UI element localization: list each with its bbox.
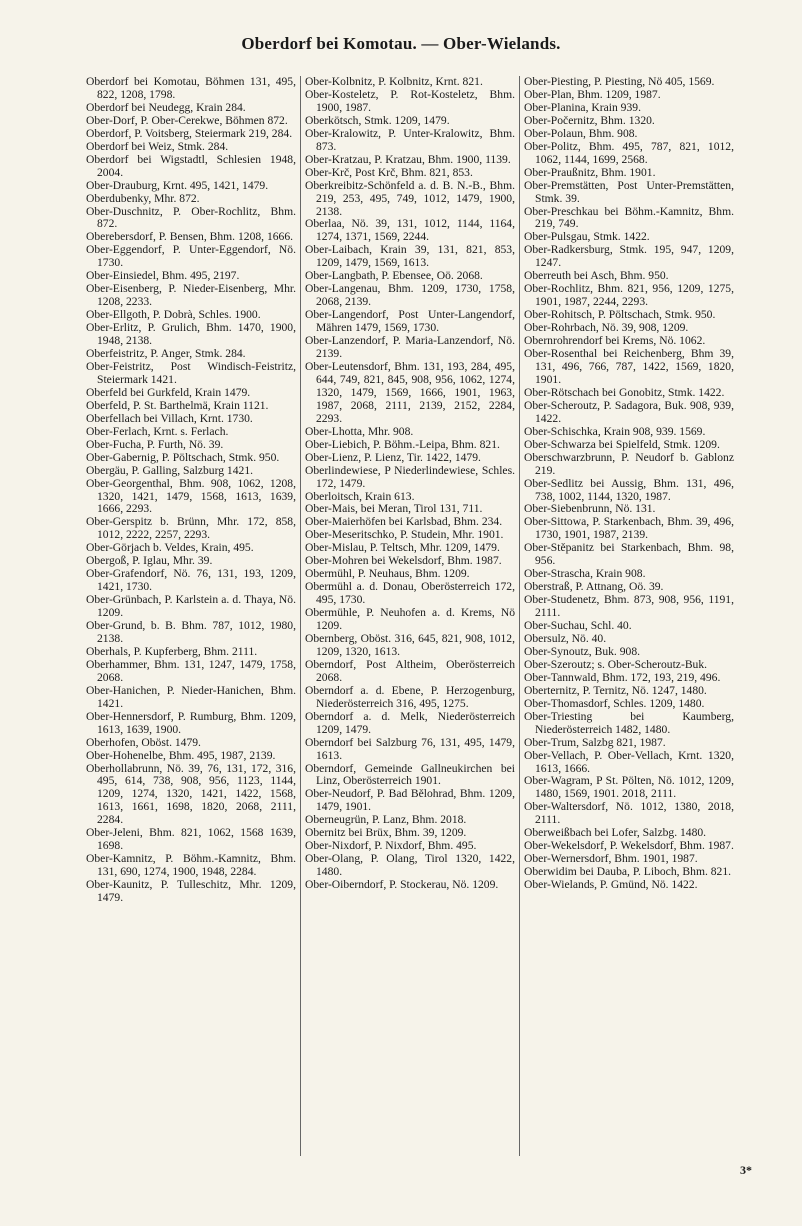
directory-entry: Obernrohrendorf bei Krems, Nö. 1062. [524,334,706,348]
directory-entry: Ober-Szeroutz; s. Ober-Scheroutz-Buk. [524,657,708,671]
directory-entry: Ober-Kaunitz, P. Tulleschitz, Mhr. 1209, 1479. [86,878,296,905]
directory-entry: Ober-Lanzendorf, P. Maria-Lanzendorf, Nö. 2139. [305,334,515,361]
directory-entry: Oberhals, P. Kupferberg, Bhm. 2111. [86,644,258,658]
column-3 [524,76,734,1156]
directory-entry: Ober-Synoutz, Buk. 908. [524,644,641,658]
directory-entry: Oberndorf bei Salzburg 76, 131, 495, 1479, 1613. [305,735,515,762]
directory-entry: Ober-Görjach b. Veldes, Krain, 495. [86,541,254,555]
directory-entry: Oberdorf, P. Voitsberg, Steiermark 219, 284. [86,126,293,140]
directory-entry: Ober-Kratzau, P. Kratzau, Bhm. 1900, 1139. [305,152,511,166]
column-1 [86,76,296,1156]
directory-entry: Oberreuth bei Asch, Bhm. 950. [524,269,669,283]
directory-entry: Ober-Rochlitz, Bhm. 821, 956, 1209, 1275, 1901, 1987, 2244, 2293. [524,282,734,309]
directory-entry: Oberfeld bei Gurkfeld, Krain 1479. [86,385,251,399]
column-divider [519,76,520,1156]
directory-entry: Ober-Radkersburg, Stmk. 195, 947, 1209, 1247. [524,243,734,270]
directory-entry: Ober-Wekelsdorf, P. Wekelsdorf, Bhm. 1987. [524,839,734,853]
directory-entry: Ober-Suchau, Schl. 40. [524,619,632,633]
directory-entry: Ober-Einsiedel, Bhm. 495, 2197. [86,269,240,283]
directory-entry: Ober-Jeleni, Bhm. 821, 1062, 1568 1639, 1698. [86,826,296,853]
directory-entry: Ober-Wielands, P. Gmünd, Nö. 1422. [524,878,698,892]
directory-entry: Ober-Hanichen, P. Nieder-Hanichen, Bhm. 1421. [86,683,296,710]
directory-entry: Ober-Grafendorf, Nö. 76, 131, 193, 1209, 1421, 1730. [86,567,296,594]
directory-entry: Oberfeld, P. St. Barthelmä, Krain 1121. [86,398,269,412]
directory-entry: Ober-Mohren bei Wekelsdorf, Bhm. 1987. [305,554,502,568]
directory-entry: Ober-Langendorf, Post Unter-Langendorf, Mähren 1479, 1569, 1730. [305,308,515,335]
directory-entry: Ober-Lienz, P. Lienz, Tir. 1422, 1479. [305,450,481,464]
directory-entry: Ober-Drauburg, Krnt. 495, 1421, 1479. [86,178,269,192]
directory-entry: Oberdorf bei Komotau, Böhmen 131, 495, 822, 1208, 1798. [86,76,296,101]
directory-entry: Oberfellach bei Villach, Krnt. 1730. [86,411,253,425]
directory-entry: Ober-Gabernig, P. Pöltschach, Stmk. 950. [86,450,280,464]
directory-entry: Ober-Sedlitz bei Aussig, Bhm. 131, 496, 738, 1002, 1144, 1320, 1987. [524,476,734,503]
directory-entry: Oberndorf, Post Altheim, Oberösterreich 2068. [305,657,515,684]
directory-entry: Ober-Schischka, Krain 908, 939. 1569. [524,424,706,438]
directory-entry: Obergäu, P. Galling, Salzburg 1421. [86,463,254,477]
directory-entry: Ober-Erlitz, P. Grulich, Bhm. 1470, 1900, 1948, 2138. [86,321,296,348]
directory-entry: Ober-Trum, Salzbg 821, 1987. [524,735,666,749]
directory-entry: Ober-Eisenberg, P. Nieder-Eisenberg, Mhr. 1208, 2233. [86,282,296,309]
directory-entry: Ober-Triesting bei Kaumberg, Niederösterreich 1482, 1480. [524,709,734,736]
directory-entry: Ober-Rohrbach, Nö. 39, 908, 1209. [524,321,689,335]
directory-entry: Oberlaa, Nö. 39, 131, 1012, 1144, 1164, 1274, 1371, 1569, 2244. [305,217,515,244]
directory-entry: Oberternitz, P. Ternitz, Nö. 1247, 1480. [524,683,707,697]
directory-entry: Oberloitsch, Krain 613. [305,489,415,503]
directory-entry: Ober-Gerspitz b. Brünn, Mhr. 172, 858, 1012, 2222, 2257, 2293. [86,515,296,542]
directory-entry: Oberkreibitz-Schönfeld a. d. B. N.-B., Bhm. 219, 253, 495, 749, 1012, 1479, 1900, 2138. [305,178,515,218]
directory-entry: Ober-Premstätten, Post Unter-Premstätten, Stmk. 39. [524,178,734,205]
directory-entry: Ober-Piesting, P. Piesting, Nö 405, 1569. [524,76,715,88]
directory-entry: Oberdubenky, Mhr. 872. [86,191,200,205]
directory-entry: Ober-Grünbach, P. Karlstein a. d. Thaya, Nö. 1209. [86,593,296,620]
directory-entry: Ober-Mislau, P. Teltsch, Mhr. 1209, 1479. [305,541,500,555]
column-divider [300,76,301,1156]
directory-entry: Ober-Feistritz, Post Windisch-Feistritz, Steiermark 1421. [86,359,296,386]
directory-entry: Ober-Oiberndorf, P. Stockerau, Nö. 1209. [305,878,499,892]
directory-entry: Ober-Maierhöfen bei Karlsbad, Bhm. 234. [305,515,503,529]
directory-entry: Ober-Leutensdorf, Bhm. 131, 193, 284, 495, 644, 749, 821, 845, 908, 956, 1062, 1274, 1320, 1479, 1569, 1666, 1901, 1963, 1987, 2068, 2111, 2139, 2152, 2284, 2293. [305,359,515,425]
directory-entry: Oberndorf a. d. Ebene, P. Herzogenburg, Niederösterreich 316, 495, 1275. [305,683,515,710]
directory-entry: Oberwidim bei Dauba, P. Liboch, Bhm. 821. [524,865,732,879]
directory-entry: Ober-Kralowitz, P. Unter-Kralowitz, Bhm. 873. [305,126,515,153]
directory-entry: Oberfeistritz, P. Anger, Stmk. 284. [86,347,246,361]
directory-entry: Oberlindewiese, P Niederlindewiese, Schles. 172, 1479. [305,463,515,490]
directory-entry: Ober-Eggendorf, P. Unter-Eggendorf, Nö. 1730. [86,243,296,270]
directory-entry: Obernitz bei Brüx, Bhm. 39, 1209. [305,826,467,840]
directory-entry: Ober-Politz, Bhm. 495, 787, 821, 1012, 1062, 1144, 1699, 2568. [524,139,734,166]
directory-entry: Ober-Vellach, P. Ober-Vellach, Krnt. 1320, 1613, 1666. [524,748,734,775]
directory-entry: Oberndorf a. d. Melk, Niederösterreich 1209, 1479. [305,709,515,736]
directory-entry: Ober-Praußnitz, Bhm. 1901. [524,165,656,179]
directory-entry: Oberstraß, P. Attnang, Oö. 39. [524,580,664,594]
directory-entry: Ober-Rosenthal bei Reichenberg, Bhm 39, 131, 496, 766, 787, 1422, 1569, 1820, 1901. [524,347,734,386]
directory-entry: Ober-Wagram, P St. Pölten, Nö. 1012, 1209, 1480, 1569, 1901. 2018, 2111. [524,774,734,801]
directory-entry: Ober-Planina, Krain 939. [524,100,641,114]
directory-entry: Obermühl a. d. Donau, Oberösterreich 172, 495, 1730. [305,580,515,607]
directory-entry: Oberweißbach bei Lofer, Salzbg. 1480. [524,826,707,840]
column-2 [305,76,515,1156]
directory-entry: Oberdorf bei Wigstadtl, Schlesien 1948, 2004. [86,152,296,179]
directory-entry: Oberndorf, Gemeinde Gallneukirchen bei Linz, Oberösterreich 1901. [305,761,515,788]
directory-entry: Ober-Dorf, P. Ober-Cerekwe, Böhmen 872. [86,113,288,127]
directory-entry: Ober-Mais, bei Meran, Tirol 131, 711. [305,502,483,516]
directory-entry: Ober-Studenetz, Bhm. 873, 908, 956, 1191, 2111. [524,593,734,620]
directory-entry: Ober-Langbath, P. Ebensee, Oö. 2068. [305,269,483,283]
directory-entry: Ober-Strascha, Krain 908. [524,567,646,581]
directory-entry: Ober-Duschnitz, P. Ober-Rochlitz, Bhm. 872. [86,204,296,231]
directory-columns [86,76,764,1156]
directory-entry: Ober-Georgenthal, Bhm. 908, 1062, 1208, 1320, 1421, 1479, 1568, 1613, 1639, 1666, 2293. [86,476,296,516]
directory-entry: Ober-Rohitsch, P. Pöltschach, Stmk. 950. [524,308,716,322]
directory-entry: Ober-Liebich, P. Böhm.-Leipa, Bhm. 821. [305,437,500,451]
directory-entry: Ober-Pulsgau, Stmk. 1422. [524,230,650,244]
directory-entry: Oberdorf bei Weiz, Stmk. 284. [86,139,229,153]
directory-entry: Oberhammer, Bhm. 131, 1247, 1479, 1758, 2068. [86,657,296,684]
signature-mark: 3* [740,1163,752,1177]
directory-entry: Obersulz, Nö. 40. [524,631,607,645]
directory-entry: Ober-Stěpanitz bei Starkenbach, Bhm. 98, 956. [524,541,734,568]
directory-entry: Obermühl, P. Neuhaus, Bhm. 1209. [305,567,470,581]
directory-entry: Ober-Hennersdorf, P. Rumburg, Bhm. 1209, 1613, 1639, 1900. [86,709,296,736]
directory-entry: Ober-Olang, P. Olang, Tirol 1320, 1422, 1480. [305,852,515,879]
directory-entry: Ober-Meseritschko, P. Studein, Mhr. 1901. [305,528,504,542]
directory-entry: Ober-Ferlach, Krnt. s. Ferlach. [86,424,229,438]
directory-entry: Ober-Neudorf, P. Bad Bělohrad, Bhm. 1209, 1479, 1901. [305,787,515,814]
directory-entry: Ober-Krč, Post Krč, Bhm. 821, 853. [305,165,473,179]
directory-entry: Ober-Hohenelbe, Bhm. 495, 1987, 2139. [86,748,276,762]
directory-entry: Ober-Scheroutz, P. Sadagora, Buk. 908, 939, 1422. [524,398,734,425]
directory-entry: Ober-Langenau, Bhm. 1209, 1730, 1758, 2068, 2139. [305,282,515,309]
directory-entry: Obermühle, P. Neuhofen a. d. Krems, Nö 1209. [305,606,515,633]
directory-entry: Ober-Laibach, Krain 39, 131, 821, 853, 1209, 1479, 1569, 1613. [305,243,515,270]
page-title: Oberdorf bei Komotau. — Ober-Wielands. [241,34,561,53]
directory-entry: Oberdorf bei Neudegg, Krain 284. [86,100,246,114]
directory-entry: Oberschwarzbrunn, P. Neudorf b. Gablonz 219. [524,450,734,477]
directory-entry: Ober-Preschkau bei Böhm.-Kamnitz, Bhm. 219, 749. [524,204,734,231]
directory-entry: Ober-Waltersdorf, Nö. 1012, 1380, 2018, 2111. [524,800,734,827]
directory-entry: Ober-Nixdorf, P. Nixdorf, Bhm. 495. [305,839,477,853]
directory-entry: Ober-Kamnitz, P. Böhm.-Kamnitz, Bhm. 131, 690, 1274, 1900, 1948, 2284. [86,852,296,879]
directory-entry: Oberkötsch, Stmk. 1209, 1479. [305,113,450,127]
directory-entry: Ober-Wernersdorf, Bhm. 1901, 1987. [524,852,698,866]
directory-entry: Ober-Ellgoth, P. Dobrà, Schles. 1900. [86,308,261,322]
directory-entry: Ober-Polaun, Bhm. 908. [524,126,638,140]
directory-entry: Oberhollabrunn, Nö. 39, 76, 131, 172, 316, 495, 614, 738, 908, 956, 1123, 1144, 1209, 1274, 1320, 1421, 1422, 1568, 1613, 1661, 1698, 1820, 2068, 2111, 2284. [86,761,296,827]
directory-entry: Ober-Sittowa, P. Starkenbach, Bhm. 39, 496, 1730, 1901, 1987, 2139. [524,515,734,542]
directory-entry: Ober-Plan, Bhm. 1209, 1987. [524,87,661,101]
directory-entry: Ober-Fucha, P. Furth, Nö. 39. [86,437,224,451]
directory-entry: Ober-Siebenbrunn, Nö. 131. [524,502,656,516]
directory-entry: Ober-Schwarza bei Spielfeld, Stmk. 1209. [524,437,720,451]
directory-entry: Ober-Kosteletz, P. Rot-Kosteletz, Bhm. 1900, 1987. [305,87,515,114]
directory-entry: Ober-Thomasdorf, Schles. 1209, 1480. [524,696,705,710]
directory-entry: Ober-Tannwald, Bhm. 172, 193, 219, 496. [524,670,721,684]
directory-entry: Oberhofen, Oböst. 1479. [86,735,201,749]
directory-entry: Ober-Lhotta, Mhr. 908. [305,424,414,438]
directory-entry: Oberebersdorf, P. Bensen, Bhm. 1208, 1666. [86,230,294,244]
directory-entry: Ober-Grund, b. B. Bhm. 787, 1012, 1980, 2138. [86,619,296,645]
directory-entry: Obernberg, Oböst. 316, 645, 821, 908, 1012, 1209, 1320, 1613. [305,631,515,658]
directory-entry: Obergoß, P. Iglau, Mhr. 39. [86,554,213,568]
directory-entry: Ober-Rötschach bei Gonobitz, Stmk. 1422. [524,385,725,399]
directory-entry: Ober-Počernitz, Bhm. 1320. [524,113,655,127]
directory-entry: Oberneugrün, P. Lanz, Bhm. 2018. [305,813,467,827]
directory-entry: Ober-Kolbnitz, P. Kolbnitz, Krnt. 821. [305,76,483,88]
